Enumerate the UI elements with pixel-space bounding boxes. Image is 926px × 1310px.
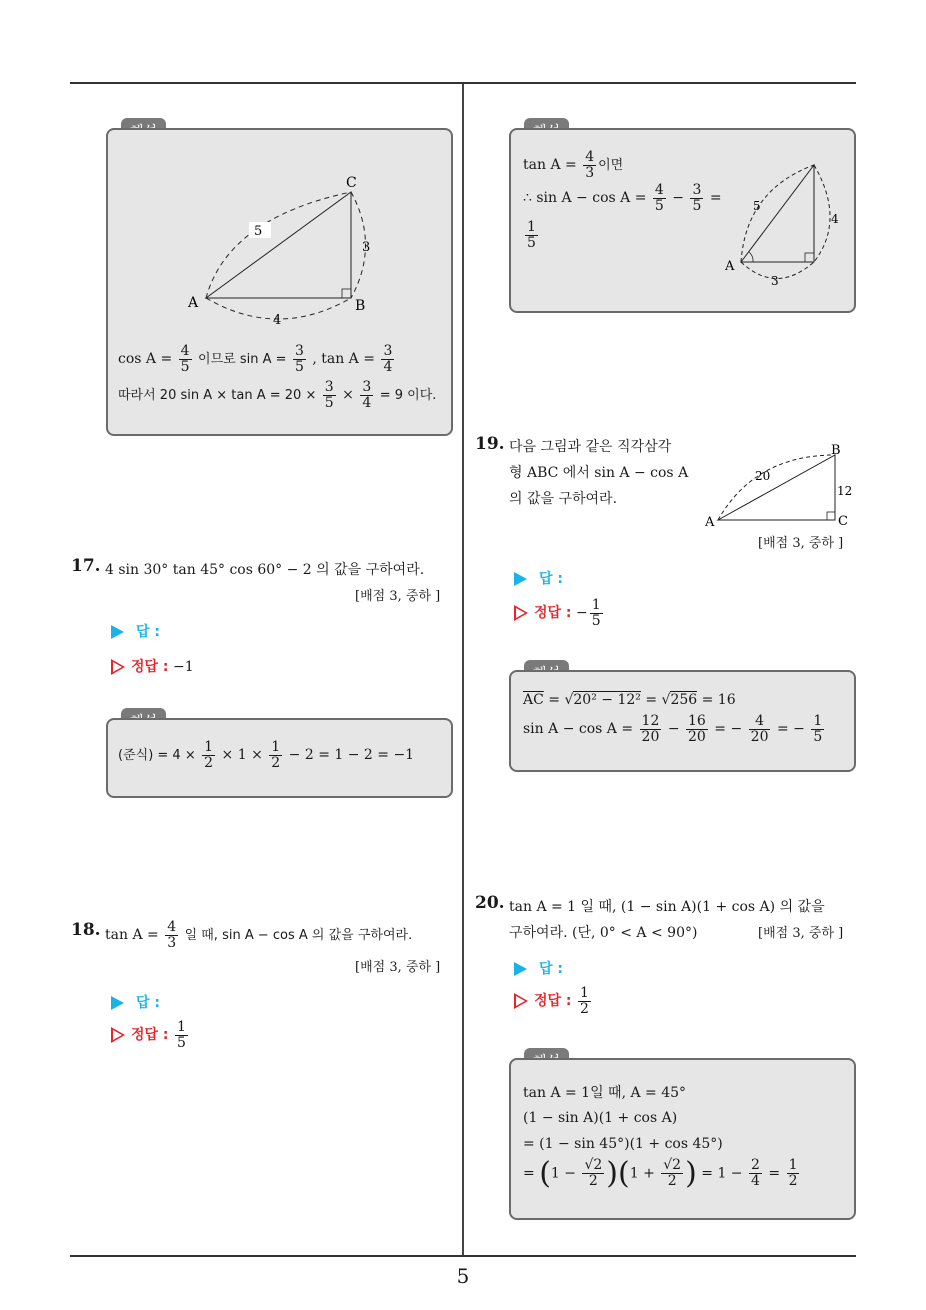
q18-correct-answer: 정답 : $\frac{1}{5}$ [111,1020,190,1050]
q16-solution-line-2: 따라서 20 sin A × tan A = 20 × $\frac{3}{5}$ × $\frac{3}{4}$ = 9 이다. [118,379,437,411]
q20-solution-line-3: = (1 − sin 45°)(1 + cos 45°) [523,1136,723,1152]
q18-solution-line-2: ∴ sin A − cos A = $\frac{4}{5}$ − $\frac{3}{5}$ = [523,182,722,214]
q19-question-line-2: 형 ABC 에서 sin A − cos A [509,465,689,481]
q20-correct-answer: 정답 : $\frac{1}{2}$ [514,986,593,1016]
q17-question-text: 4 sin 30° tan 45° cos 60° − 2 의 값을 구하여라. [105,562,425,578]
q19-answer-label: 답 : [514,568,563,588]
column-divider [462,84,464,1256]
q17-answer-label: 답 : [111,621,160,641]
q18-base-label: 3 [771,274,779,288]
q18-hyp-label: 5 [753,199,761,213]
q17-number: 17. [71,556,101,576]
q16-solution-line-1: cos A = $\frac{4}{5}$ 이므로 sin A = $\frac{3}{5}$ , tan A = $\frac{3}{4}$ [118,343,393,375]
q18-triangle-figure [711,155,861,290]
q18-vertex-a: A [725,259,735,274]
q18-answer-label: 답 : [111,992,160,1012]
bottom-rule [70,1255,856,1257]
q19-side-label: 12 [837,484,853,498]
q19-triangle-figure [700,440,860,530]
outline-arrow-icon [111,659,125,675]
q18-score: [배점 3, 중하 ] [355,960,441,975]
play-arrow-icon [111,625,124,639]
q16-hyp-label: 5 [254,224,263,239]
q20-solution-line-2: (1 − sin A)(1 + cos A) [523,1110,678,1126]
q18-solution-box [509,128,856,313]
q19-vertex-b: B [831,443,841,458]
play-arrow-icon [111,996,124,1010]
q16-side-bc-label: 3 [362,240,371,255]
q19-solution-line-2: sin A − cos A = $\frac{12}{20}$ − $\frac{16}{20}$ = − $\frac{4}{20}$ = − $\frac{1}{5}$ [523,713,823,745]
q18-side-label: 4 [831,212,839,226]
q19-solution-box [509,670,856,772]
q16-vertex-b: B [355,298,366,314]
q19-number: 19. [475,434,505,454]
q19-vertex-a: A [705,515,715,530]
q17-solution-line: (준식) = 4 × $\frac{1}{2}$ × 1 × $\frac{1}{2}$ − 2 = 1 − 2 = −1 [118,739,415,771]
outline-arrow-icon [111,1027,125,1043]
q20-answer-label: 답 : [514,958,563,978]
outline-arrow-icon [514,605,528,621]
q16-vertex-c: C [346,175,357,191]
q19-solution-line-1: $\overline{AC} = √20^2 - 12^2 = √256 = 16$ [523,692,736,708]
q20-question-line-2: 구하여라. (단, 0° < A < 90°) [509,925,698,941]
q18-solution-line-3: $\frac{1}{5}$ [527,219,536,251]
q17-correct-answer: 정답 : −1 [111,656,194,676]
q17-score: [배점 3, 중하 ] [355,589,441,604]
q16-vertex-a: A [188,295,199,311]
page-number: 5 [456,1264,470,1288]
play-arrow-icon [514,962,527,976]
q18-question-text: tan A = $\frac{4}{3}$ 일 때, sin A − cos A 의 값을 구하여라. [105,919,413,951]
q20-number: 20. [475,893,505,913]
q20-question-line-1: tan A = 1 일 때, (1 − sin A)(1 + cos A) 의 값을 [509,899,825,915]
q19-question-line-1: 다음 그림과 같은 직각삼각 [509,439,672,455]
q16-triangle-figure [108,130,453,330]
q20-solution-line-4: = (1 − $\frac{√2}{2}$ )(1 + $\frac{√2}{2}$ ) = 1 − $\frac{2}{4}$ = $\frac{1}{2}$ [523,1156,798,1191]
q20-solution-line-1: tan A = 1일 때, A = 45° [523,1085,687,1101]
q19-question-line-3: 의 값을 구하여라. [509,491,618,507]
q19-score: [배점 3, 중하 ] [758,536,844,551]
q20-solution-box [509,1058,856,1220]
q19-hyp-label: 20 [755,469,771,483]
q17-solution-box [106,718,453,798]
outline-arrow-icon [514,993,528,1009]
q18-number: 18. [71,920,101,940]
q19-vertex-c: C [838,514,848,529]
play-arrow-icon [514,572,527,586]
q18-solution-line-1: tan A = $\frac{4}{3}$ 이면 [523,149,624,181]
q16-solution-box [106,128,453,436]
q19-correct-answer: 정답 : − $\frac{1}{5}$ [514,598,605,628]
q20-score: [배점 3, 중하 ] [758,926,844,941]
q16-side-ab-label: 4 [273,313,282,328]
